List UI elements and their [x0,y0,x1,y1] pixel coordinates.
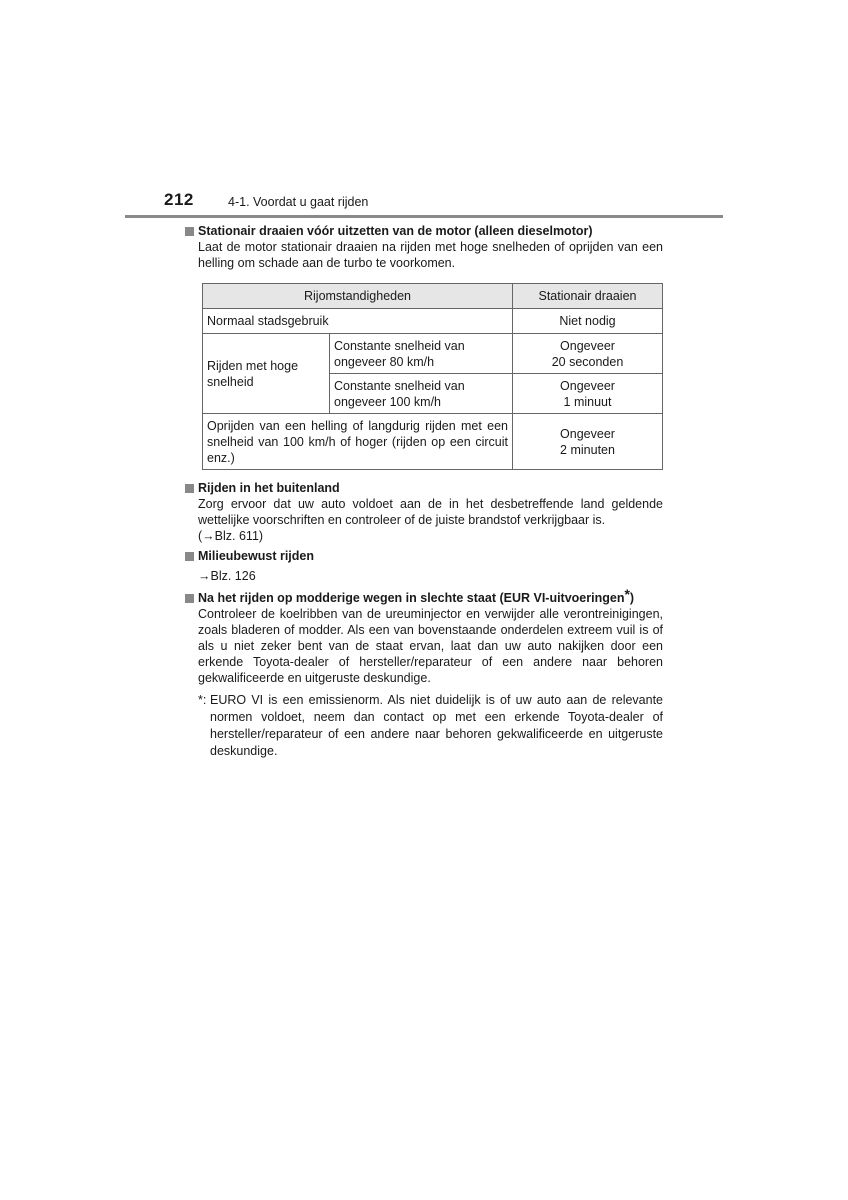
header-divider [125,215,723,218]
table-cell-value [513,334,663,374]
table-header-cell: Rijomstandigheden [203,284,513,309]
square-bullet-icon [185,227,194,236]
table-cell-group: Rijden met hoge snelheid [203,334,330,414]
table-header-row [203,284,663,309]
heading-main: Na het rijden op modderige wegen in slechte staat (EUR VI-uitvoeringen [198,591,625,605]
section-title: 4-1. Voordat u gaat rijden [228,195,369,209]
footnote-star: * [624,586,630,602]
table-cell-condition: Constante snelheid van ongeveer 80 km/h [330,334,513,374]
value-line: Ongeveer [560,378,615,393]
table-cell-value [513,374,663,414]
square-bullet-icon [185,594,194,603]
table-row [203,309,663,334]
idle-table [202,283,663,470]
table-cell-value [513,414,663,470]
section-heading-text: Rijden in het buitenland [198,481,340,495]
section-heading-text: Stationair draaien vóór uitzetten van de motor (alleen dieselmotor) [198,224,593,238]
value-line: 1 minuut [563,394,612,409]
table-cell-value: Niet nodig [513,309,663,334]
table-header-cell: Stationair draaien [513,284,663,309]
section-heading-idle [185,223,663,239]
square-bullet-icon [185,484,194,493]
heading-close: ) [629,591,635,605]
section-paragraph: Zorg ervoor dat uw auto voldoet aan de in het desbetreffende land geldende wettelijke voorschriften en controleer of de juiste brandstof verkrijgbaar is. [198,497,663,527]
table-cell-condition: Oprijden van een helling of langdurig rijden met een snelheid van 100 km/h of hoger (rijden op een circuit enz.) [203,414,513,470]
section-heading-abroad [185,480,663,496]
value-line: Ongeveer [560,426,615,441]
section-heading-text: Milieubewust rijden [198,549,314,563]
value-line: Ongeveer [560,338,615,353]
footnote [198,692,663,760]
section-heading-text [198,586,635,606]
table-row [203,414,663,470]
section-heading-mud [185,586,663,606]
value-line: 2 minuten [560,442,615,457]
section-paragraph: Laat de motor stationair draaien na rijden met hoge snelheden of oprijden van een helling om schade aan de turbo te voorkomen. [198,240,663,270]
table-cell-condition: Normaal stadsgebruik [203,309,513,334]
page-content [185,223,663,760]
square-bullet-icon [185,552,194,561]
table-row [203,334,663,374]
section-paragraph: Controleer de koelribben van de ureuminjector en verwijder alle verontreinigingen, zoals bladeren of modder. Als een van bovenstaande onderdelen extreem vuil is of als u niet zeker bent van de staat ervan, laat dan uw auto nakijken door een erkende Toyota-dealer of hersteller/reparateur of een andere naar behoren gekwalificeerde en uitgeruste deskundige. [198,607,663,685]
table-cell-condition: Constante snelheid van ongeveer 100 km/h [330,374,513,414]
section-heading-eco [185,548,663,564]
page-number: 212 [164,190,194,209]
value-line: 20 seconden [551,354,624,369]
page-reference-link[interactable]: →Blz. 126 [198,569,256,583]
page-reference-link[interactable]: (→Blz. 611) [198,529,264,543]
footnote-text: EURO VI is een emissienorm. Als niet duidelijk is of uw auto aan de relevante normen voldoet, neem dan contact op met een erkende Toyota-dealer of hersteller/reparateur of een andere naar behoren gekwalificeerde en uitgeruste deskundige. [210,693,663,758]
footnote-mark: *: [198,693,207,707]
